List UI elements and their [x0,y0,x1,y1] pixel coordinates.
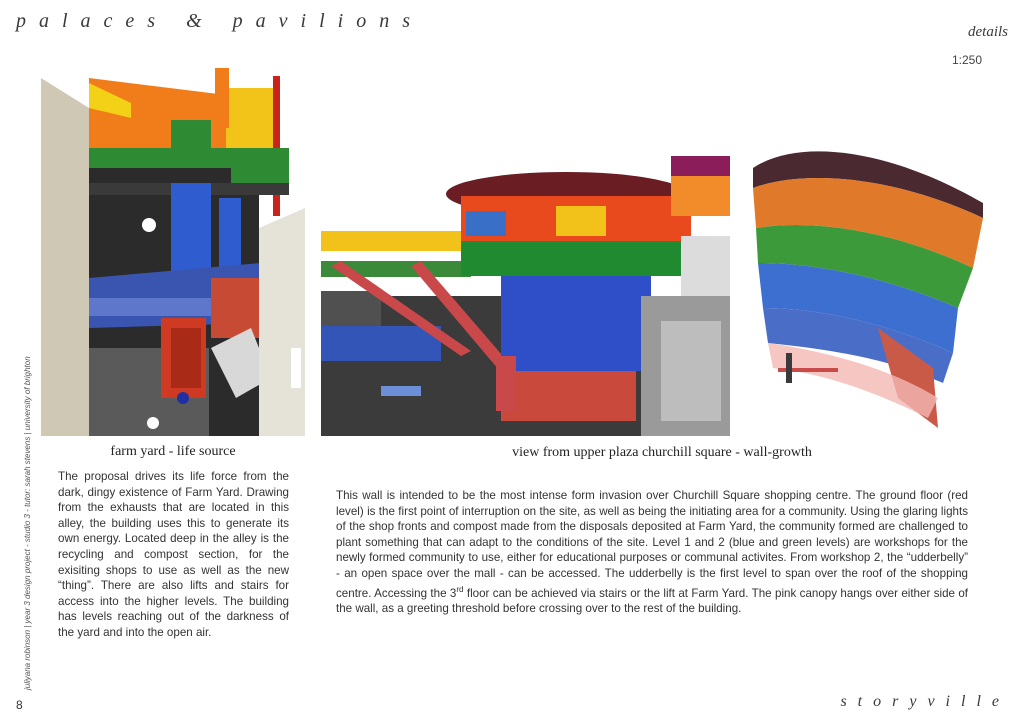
page-number: 8 [16,698,23,712]
wall-growth-text [336,488,968,617]
footer-title: storyville [840,693,1010,710]
canopy-detail-illustration [748,138,986,436]
farm-yard-caption: farm yard - life source [110,444,236,459]
scale-label: 1:250 [951,53,982,67]
section-label: details [968,24,1008,40]
farm-yard-text: The proposal drives its life force from the dark, dingy existence of Farm Yard. Drawing from the exhausts that are located in this alley, the building uses this to generate its own energy. Located deep in the alley is the recycling and compost section, for the exisiting shops to use as well as the new “thing”. There are also lifts and stairs for access into the higher levels. The building has levels reaching out of the darkness of the yard and into the open air. [58,470,289,639]
wall-growth-text-part-2: floor can be achieved via stairs or the lift at Farm Yard. The pink canopy hangs over either side of the wall, as a greeting threshold before crossing over to the rest of the building. [336,586,969,616]
plaza-view-illustration [321,156,730,436]
wall-growth-text-part-1: This wall is intended to be the most intense form invasion over Churchill Square shopping centre. The ground floor (red level) is the first point of interruption on the site, as well as being the initiating area for a community. Using the glaring lights of the shop fronts and compost made from the disposals deposited at Farm Yard, the community formed are challenged to plant something that can adapt to the conditions of the site. Level 1 and 2 (blue and green levels) are workshops for the newly formed community to use, either for educational purposes or communal activites. From workshop 2, the “udderbelly” - an open space over the mall - can be accessed. The udderbelly is the first level to span over the roof of the shopping centre. Accessing the 3 [336,489,968,600]
farm-yard-illustration [41,58,305,436]
side-credit: juliyana robinson | year 3 design project - studio 3 - tutor: sarah stevens | university of brighton [23,356,32,690]
plaza-view-caption: view from upper plaza churchill square - wall-growth [512,445,812,460]
ordinal-suffix: rd [456,584,464,594]
header-title: palaces & pavilions [16,10,423,32]
